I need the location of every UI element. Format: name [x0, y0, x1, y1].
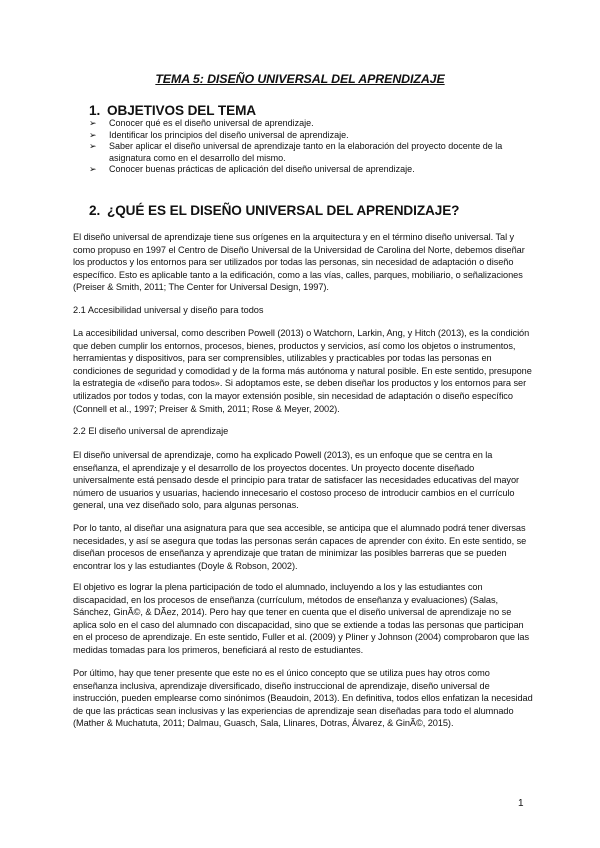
subsection-2-1-paragraph: La accesibilidad universal, como describen Powell (2013) o Watchorn, Larkin, Ang, y Hitch (2013), es la condición que deben cumplir los entornos, procesos, bienes, productos y servicios, así como los objetos o instrumentos, herramientas y dispositivos, para ser comprensibles, utilizables y practicables por todas las personas en condiciones de seguridad y comodidad y de la forma más autónoma y natural posible. En este sentido, presupone la estrategia de «diseño para todos». Si adoptamos este, se deben diseñar los productos y los entornos para ser utilizados por todos y todas, con la mayor extensión posible, sin necesidad de adaptación o diseño específico (Connell et al., 1997; Preiser & Smith, 2011; Rose & Meyer, 2002).	[73, 328, 532, 414]
arrow-bullet-icon: ➢	[89, 118, 97, 128]
list-item-text: Saber aplicar el diseño universal de aprendizaje tanto en la elaboración del proyecto docente de la asignatura como en el desarrollo del mismo.	[109, 141, 503, 163]
page-number: 1	[518, 798, 524, 809]
section-1-heading	[89, 103, 256, 118]
list-item	[89, 130, 519, 142]
objectives-list	[89, 118, 519, 176]
subsection-2-2-paragraph-1: El diseño universal de aprendizaje, como ha explicado Powell (2013), es un enfoque que se centra en la enseñanza, el aprendizaje y el desarrollo de los proyectos docentes. Un proyecto docente diseñado universalmente está pensado desde el principio para tratar de satisfacer las necesidades educativas del mayor número de usuarios y usuarias, haciendo innecesario el costoso proceso de introducir cambios en el currículo general, una vez diseñado solo, para algunas personas.	[73, 450, 520, 511]
subsection-2-2-paragraph-4: Por último, hay que tener presente que este no es el único concepto que se utiliza pues hay otros como enseñanza inclusiva, aprendizaje diversificado, diseño instruccional de aprendizaje, diseño universal de instrucción, pueden emplearse como sinónimos (Beaudoin, 2013). En definitiva, todos ellos enfatizan la necesidad de que las prácticas sean inclusivas y las experiencias de aprendizaje sean diseñadas para todo el alumnado (Mather & Muchatuta, 2011; Dalmau, Guasch, Sala, Llinares, Dotras, Álvarez, & GinÃ©, 2015).	[73, 668, 533, 729]
list-item-text: Conocer buenas prácticas de aplicación del diseño universal de aprendizaje.	[109, 164, 415, 174]
document-title: TEMA 5: DISEÑO UNIVERSAL DEL APRENDIZAJE	[155, 72, 445, 86]
section-1-title: OBJETIVOS DEL TEMA	[107, 103, 257, 118]
subsection-2-2-paragraph-2: Por lo tanto, al diseñar una asignatura para que sea accesible, se anticipa que el alumnado podrá tener diversas necesidades, y así se asegura que todas las personas serán capaces de aprender con éxito. En este sentido, se diseñan procesos de enseñanza y aprendizaje que tratan de minimizar las posibles barreras que se pueden encontrar los y las estudiantes (Doyle & Robson, 2002).	[73, 523, 527, 571]
list-item	[89, 164, 519, 176]
subsection-2-2-paragraph-3: El objetivo es lograr la plena participación de todo el alumnado, incluyendo a los y las estudiantes con discapacidad, en los procesos de enseñanza (currículum, métodos de enseñanza y evaluaciones) (Salas, Sánchez, GinÃ©, & DÃez, 2014). Pero hay que tener en cuenta que el diseño universal de aprendizaje no se aplica solo en el caso del alumnado con discapacidad, sino que se extiende a todas las personas que participan en el proceso de aprendizaje. En este sentido, Fuller et al. (2009) y Pliner y Johnson (2004) comprobaron que las medidas tomadas para los primeros, beneficiará al resto de estudiantes.	[73, 582, 530, 655]
list-item	[89, 118, 519, 130]
subsection-2-2-heading: 2.2 El diseño universal de aprendizaje	[73, 426, 229, 436]
subsection-2-1-heading: 2.1 Accesibilidad universal y diseño para todos	[73, 305, 264, 315]
section-2-number: 2.	[89, 203, 101, 218]
section-2-intro-paragraph: El diseño universal de aprendizaje tiene sus orígenes en la arquitectura y en el término diseño universal. Tal y como propuso en 1997 el Centro de Diseño Universal de la Universidad de Carolina del Norte, debemos diseñar los productos y los entornos para ser utilizados por todas las personas, sin necesidad de adaptación o diseño específico. Esto es aplicable tanto a la edificación, como a las vías, calles, parques, mobiliario, o señalizaciones (Preiser & Smith, 2011; The Center for Universal Design, 1997).	[73, 232, 525, 293]
arrow-bullet-icon: ➢	[89, 129, 97, 140]
section-2-heading	[89, 203, 459, 218]
arrow-bullet-icon: ➢	[89, 164, 97, 174]
list-item	[89, 141, 519, 164]
list-item-text: Identificar los principios del diseño universal de aprendizaje.	[109, 129, 349, 140]
list-item-text: Conocer qué es el diseño universal de aprendizaje.	[109, 118, 314, 128]
section-1-number: 1.	[89, 103, 101, 118]
section-2-title: ¿QUÉ ES EL DISEÑO UNIVERSAL DEL APRENDIZAJE?	[107, 203, 460, 218]
arrow-bullet-icon: ➢	[89, 141, 97, 151]
